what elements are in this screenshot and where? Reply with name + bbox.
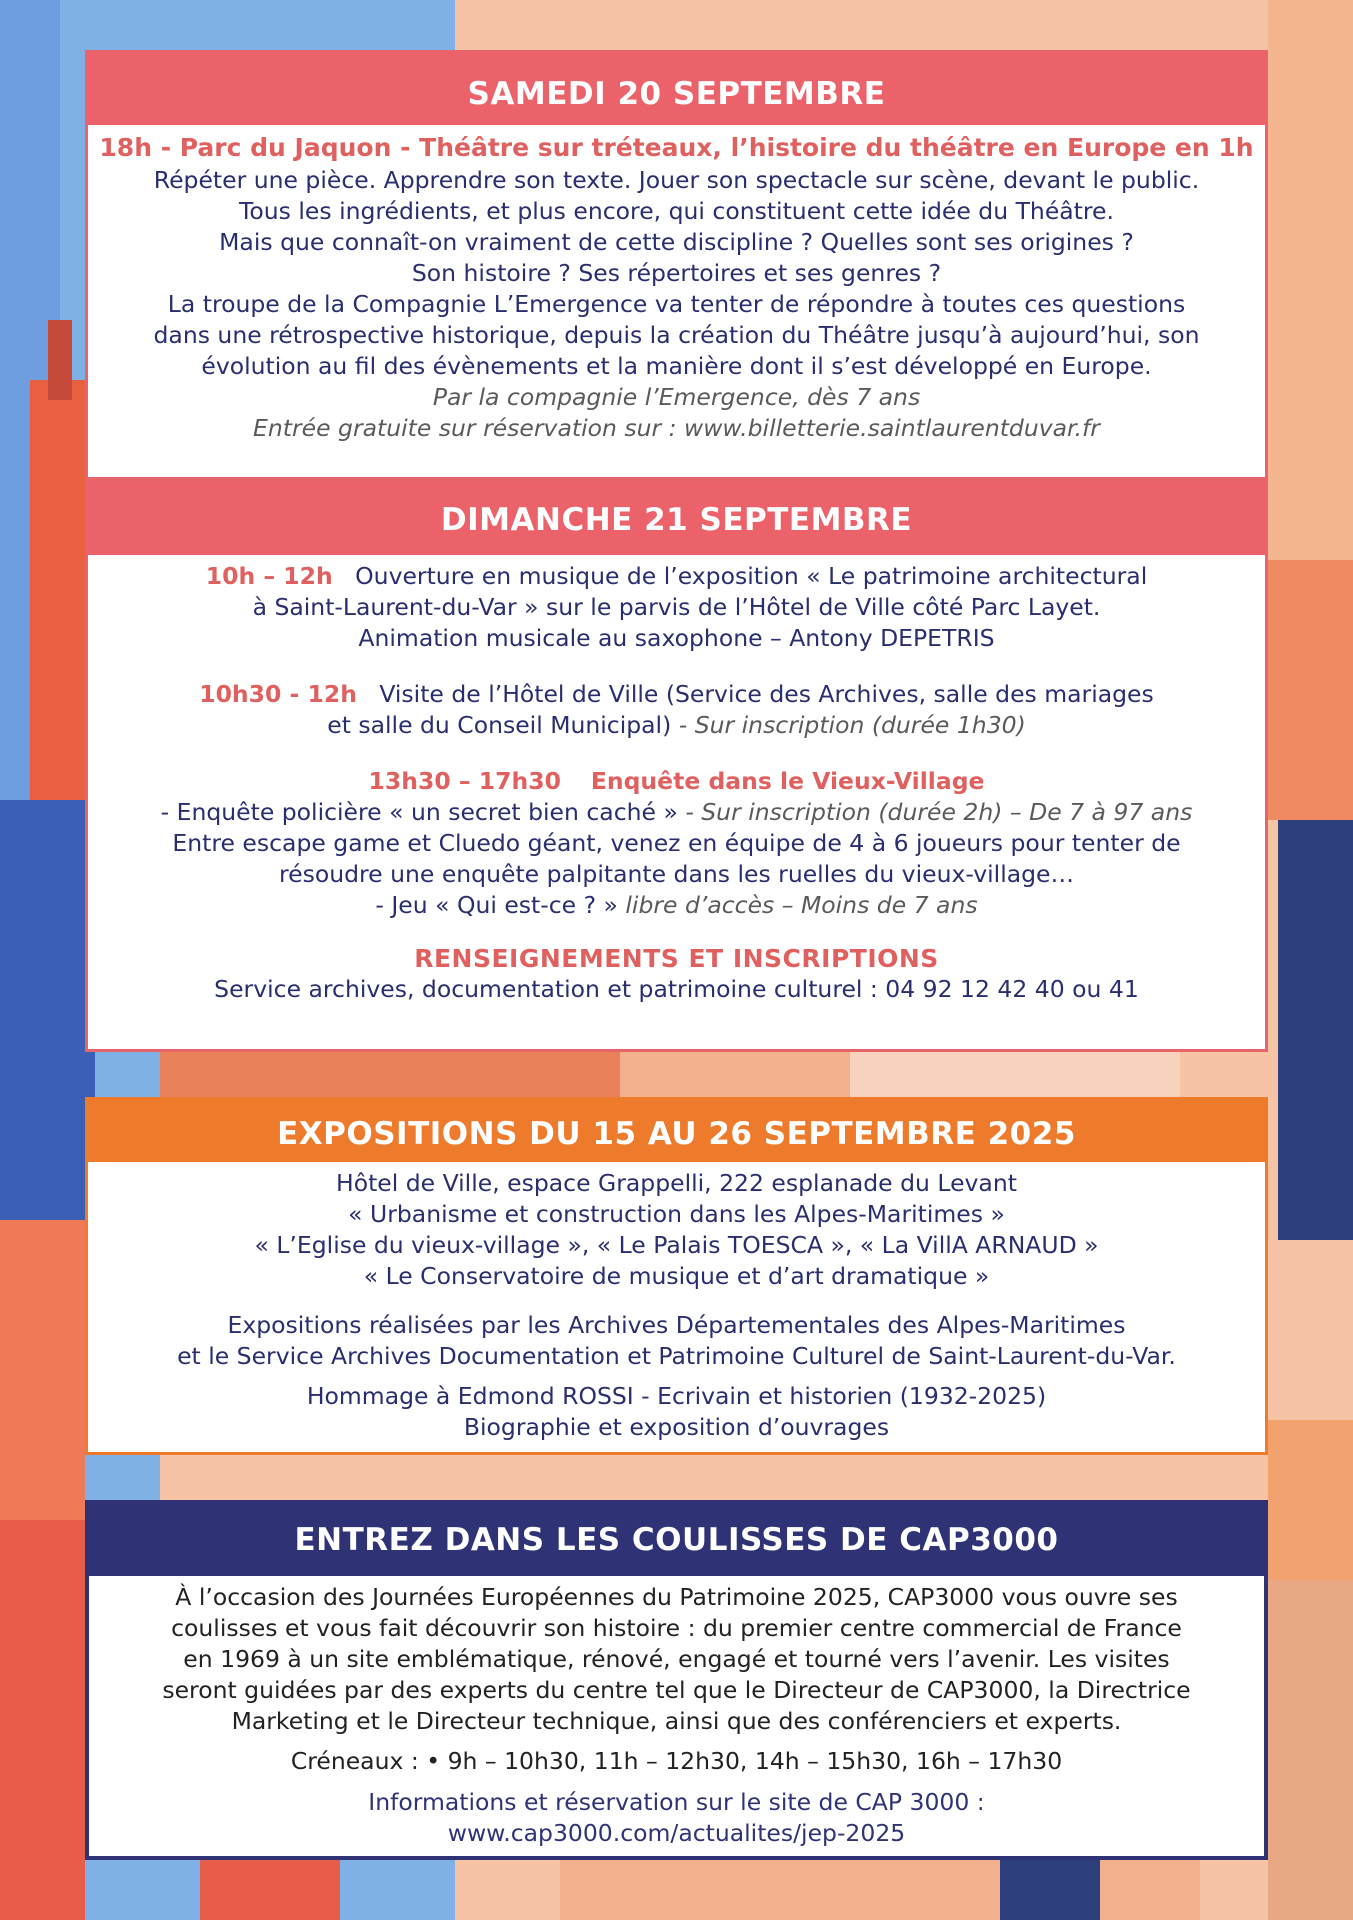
cap3000-line: en 1969 à un site emblématique, rénové, engagé et tourné vers l’avenir. Les visites xyxy=(183,1645,1170,1673)
sunday-event-3-line xyxy=(88,890,1265,921)
sunday-event-1-line: à Saint-Laurent-du-Var » sur le parvis de l’Hôtel de Ville côté Parc Layet. xyxy=(252,593,1101,621)
cap3000-header: ENTREZ DANS LES COULISSES DE CAP3000 xyxy=(89,1504,1264,1576)
saturday-line: dans une rétrospective historique, depuis la création du Théâtre jusqu’à aujourd’hui, son xyxy=(153,321,1200,349)
sunday-event-3-line xyxy=(88,797,1265,828)
sunday-panel xyxy=(85,480,1268,1052)
cap3000-info: Informations et réservation sur le site de CAP 3000 : xyxy=(368,1788,985,1816)
event-note: - Sur inscription (durée 2h) – De 7 à 97 ans xyxy=(685,798,1193,826)
cap3000-body xyxy=(89,1576,1264,1849)
exhibitions-body xyxy=(88,1162,1265,1443)
sunday-event-1-line: Animation musicale au saxophone – Antony DEPETRIS xyxy=(358,624,995,652)
event-text: - Enquête policière « un secret bien caché » xyxy=(160,798,678,826)
cap3000-slots: Créneaux : • 9h – 10h30, 11h – 12h30, 14h – 15h30, 16h – 17h30 xyxy=(290,1747,1063,1775)
saturday-line: Tous les ingrédients, et plus encore, qui constituent cette idée du Théâtre. xyxy=(239,197,1114,225)
exhibition-line: « Urbanisme et construction dans les Alpes-Maritimes » xyxy=(348,1200,1005,1228)
saturday-booking-note[interactable]: Entrée gratuite sur réservation sur : www.billetterie.saintlaurentduvar.fr xyxy=(253,414,1100,442)
saturday-body xyxy=(88,125,1265,444)
sunday-event-2-line xyxy=(88,710,1265,741)
sunday-event-3-line: Entre escape game et Cluedo géant, venez en équipe de 4 à 6 joueurs pour tenter de xyxy=(172,829,1181,857)
event-note: libre d’accès – Moins de 7 ans xyxy=(625,891,978,919)
info-contact: Service archives, documentation et patrimoine culturel : 04 92 12 42 40 ou 41 xyxy=(214,975,1139,1003)
info-title: RENSEIGNEMENTS ET INSCRIPTIONS xyxy=(414,944,939,973)
event-time: 13h30 – 17h30 xyxy=(368,767,561,795)
exhibition-line: « L’Eglise du vieux-village », « Le Palais TOESCA », « La VillA ARNAUD » xyxy=(254,1231,1099,1259)
event-time: 10h – 12h xyxy=(205,562,333,590)
event-note: - Sur inscription (durée 1h30) xyxy=(678,711,1026,739)
cap3000-panel xyxy=(85,1500,1268,1860)
cap3000-link[interactable]: www.cap3000.com/actualites/jep-2025 xyxy=(447,1819,906,1847)
saturday-line: Répéter une pièce. Apprendre son texte. Jouer son spectacle sur scène, devant le public. xyxy=(153,166,1200,194)
saturday-line: La troupe de la Compagnie L’Emergence va tenter de répondre à toutes ces questions xyxy=(167,290,1186,318)
event-time: 10h30 - 12h xyxy=(199,680,357,708)
cap3000-line: Marketing et le Directeur technique, ainsi que des conférenciers et experts. xyxy=(231,1707,1122,1735)
sunday-body xyxy=(88,555,1265,1005)
exhibition-tribute: Biographie et exposition d’ouvrages xyxy=(463,1413,890,1441)
exhibition-credit: Expositions réalisées par les Archives Départementales des Alpes-Maritimes xyxy=(227,1311,1126,1339)
exhibitions-panel xyxy=(85,1097,1268,1455)
sunday-event-1 xyxy=(88,561,1265,592)
sunday-event-2 xyxy=(88,679,1265,710)
sunday-header: DIMANCHE 21 SEPTEMBRE xyxy=(88,483,1265,555)
saturday-line: Mais que connaît-on vraiment de cette discipline ? Quelles sont ses origines ? xyxy=(219,228,1134,256)
sunday-event-3-line: résoudre une enquête palpitante dans les ruelles du vieux-village… xyxy=(279,860,1074,888)
sunday-event-3 xyxy=(88,766,1265,797)
event-text: et salle du Conseil Municipal) xyxy=(327,711,672,739)
saturday-panel xyxy=(85,50,1268,480)
exhibitions-header: EXPOSITIONS DU 15 AU 26 SEPTEMBRE 2025 xyxy=(88,1100,1265,1162)
event-text: - Jeu « Qui est-ce ? » xyxy=(375,891,618,919)
exhibition-tribute: Hommage à Edmond ROSSI - Ecrivain et historien (1932-2025) xyxy=(306,1382,1047,1410)
exhibition-line: Hôtel de Ville, espace Grappelli, 222 esplanade du Levant xyxy=(336,1169,1017,1197)
saturday-company-note: Par la compagnie l’Emergence, dès 7 ans xyxy=(432,383,921,411)
cap3000-line: coulisses et vous fait découvrir son histoire : du premier centre commercial de France xyxy=(171,1614,1182,1642)
cap3000-line: À l’occasion des Journées Européennes du Patrimoine 2025, CAP3000 vous ouvre ses xyxy=(175,1583,1178,1611)
event-text: Ouverture en musique de l’exposition « Le patrimoine architectural xyxy=(355,562,1148,590)
event-title: Enquête dans le Vieux-Village xyxy=(590,767,985,795)
saturday-header: SAMEDI 20 SEPTEMBRE xyxy=(88,53,1265,125)
saturday-event-title: 18h - Parc du Jaquon - Théâtre sur tréteaux, l’histoire du théâtre en Europe en 1h xyxy=(99,133,1254,162)
saturday-line: Son histoire ? Ses répertoires et ses genres ? xyxy=(411,259,942,287)
saturday-line: évolution au fil des évènements et la manière dont il s’est développé en Europe. xyxy=(201,352,1152,380)
exhibition-credit: et le Service Archives Documentation et Patrimoine Culturel de Saint-Laurent-du-Var. xyxy=(177,1342,1176,1370)
event-text: Visite de l’Hôtel de Ville (Service des Archives, salle des mariages xyxy=(379,680,1154,708)
cap3000-line: seront guidées par des experts du centre tel que le Directeur de CAP3000, la Directrice xyxy=(162,1676,1191,1704)
exhibition-line: « Le Conservatoire de musique et d’art dramatique » xyxy=(363,1262,990,1290)
